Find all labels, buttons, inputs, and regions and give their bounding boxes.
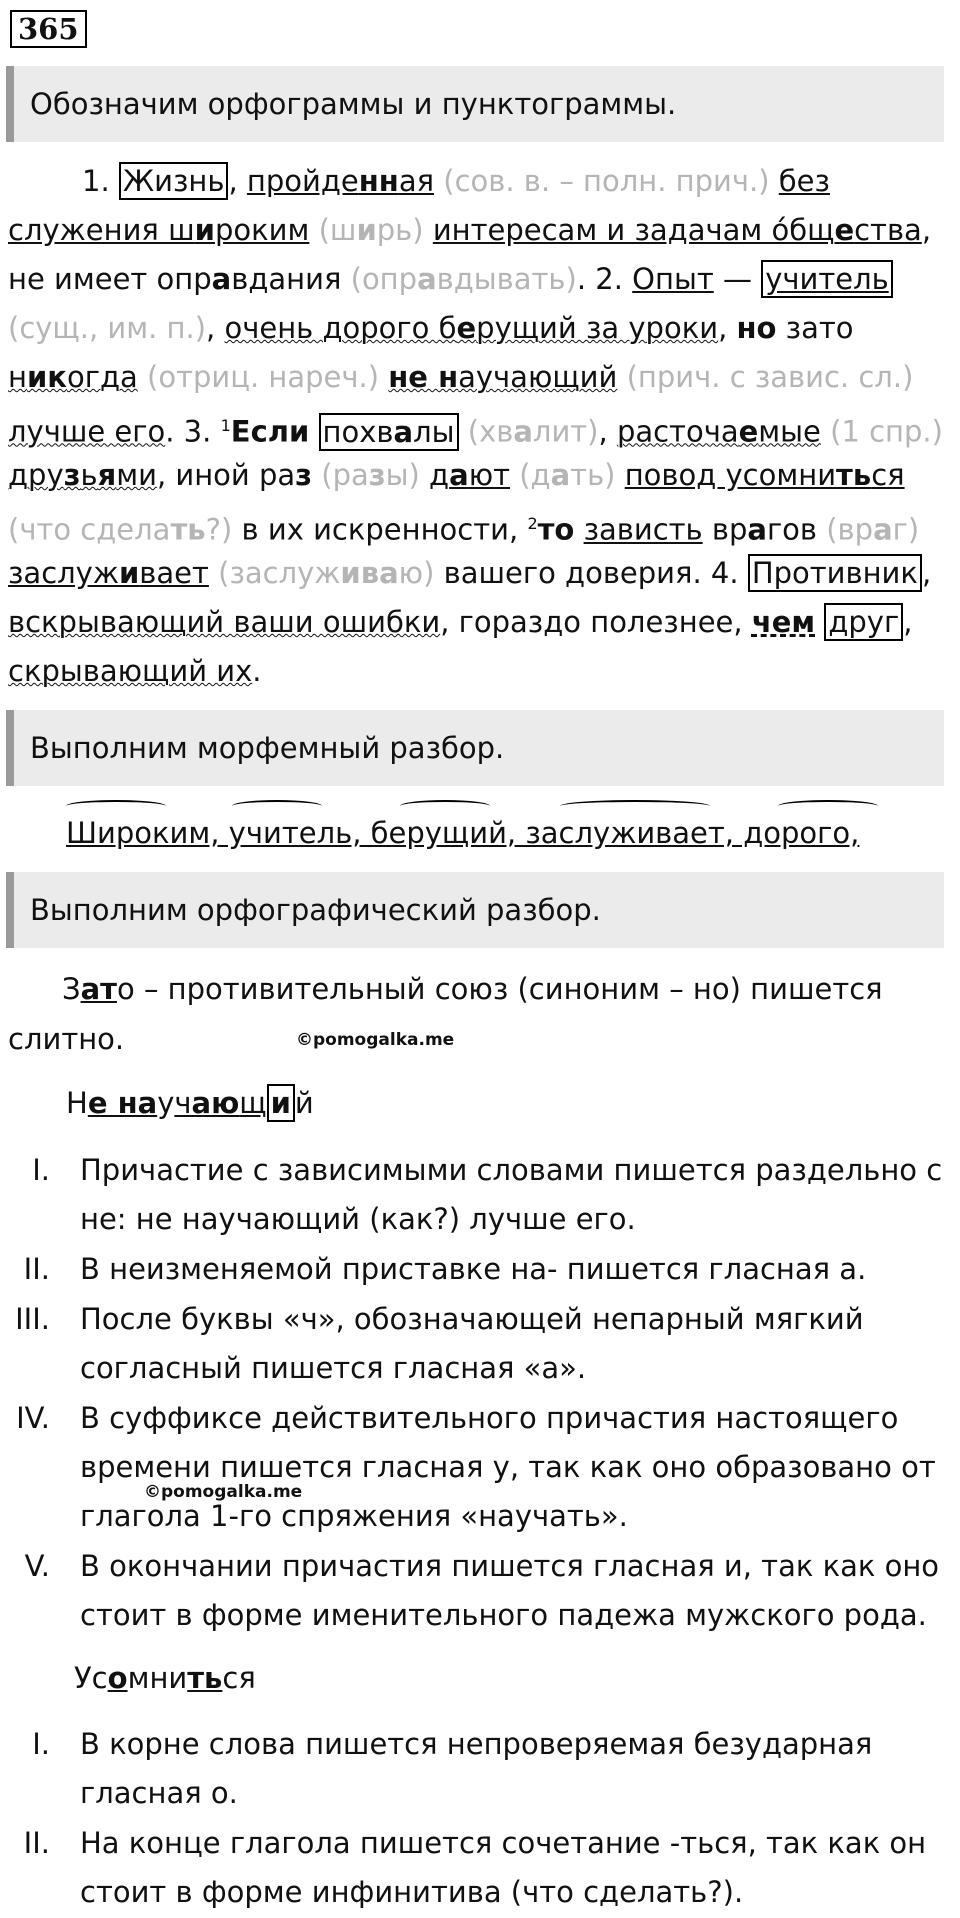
rule-list-2-item-text (80, 1819, 950, 1917)
rule-list-2-item-line: гласная о. (80, 1776, 238, 1810)
rule-list-item-line: времени пишется гласная у, так как оно образовано от (80, 1450, 936, 1484)
rule-list-item-line: После буквы «ч», обозначающей непарный мягкий (80, 1302, 864, 1336)
text-line-1: 1. Жизнь , пройденная (сов. в. – полн. прич.) без (82, 164, 830, 198)
copyright-watermark: ©pomogalka.me (296, 1030, 455, 1050)
word-usomnitsya: Усомниться (74, 1661, 256, 1695)
word-ne-nauchayushchiy: Не научающ и й (66, 1086, 314, 1120)
rule-list-item-text (80, 1295, 950, 1393)
text-line-5: никогда (отриц. нареч.) не научающий (прич. с завис. сл.) (8, 360, 914, 394)
rule-list-2-item-text (80, 1720, 950, 1818)
root-arc (778, 800, 878, 812)
root-arc (232, 800, 322, 812)
rule-list-item-line: В неизменяемой приставке на- пишется гласная а. (80, 1252, 867, 1286)
rule-list-2-item-line: На конце глагола пишется сочетание -ться, так как он (80, 1826, 927, 1860)
rule-list-item-text (80, 1394, 950, 1541)
text-line-9: заслуживает (заслуживаю) вашего доверия. 4. Противник , (8, 556, 932, 590)
copyright-watermark-2: ©pomogalka.me (144, 1482, 303, 1502)
section-header-spelling: Обозначим орфограммы и пунктограммы. (6, 66, 944, 142)
rule-list-item-number: III. (15, 1302, 50, 1336)
rule-list-item-text (80, 1542, 950, 1640)
rule-list-item-number: IV. (16, 1401, 50, 1435)
rule-list-item-text (80, 1245, 950, 1294)
rule-list-item-line: глагола 1-го спряжения «научать». (80, 1499, 628, 1533)
rule-list-item-number: V. (24, 1549, 50, 1583)
text-line-4: (сущ., им. п.), очень дорого берущий за уроки, но зато (8, 311, 854, 345)
text-line-7: друзьями, иной раз (разы) дают (дать) повод усомниться (8, 458, 905, 492)
rule-list-item-line: Причастие с зависимыми словами пишется раздельно с (80, 1153, 943, 1187)
rule-list-2-item-number: II. (23, 1826, 50, 1860)
rule-list-item-number: I. (32, 1153, 50, 1187)
root-arc (400, 800, 490, 812)
text-line-6: лучше его. 3. $^1$Если похвалы (хвалит), расточаемые (1 спр.) (8, 414, 943, 449)
rule-list-item-line: согласный пишется гласная «а». (80, 1351, 587, 1385)
section-header-morphemic: Выполним морфемный разбор. (6, 710, 944, 786)
section-header-orthographic: Выполним орфографический разбор. (6, 872, 944, 948)
rule-list-item-line: стоит в форме именительного падежа мужского рода. (80, 1598, 927, 1632)
rule-list-item-line: не: не научающий (как?) лучше его. (80, 1202, 636, 1236)
zato-line-1: Зато – противительный союз (синоним – но) пишется (62, 972, 883, 1006)
root-arc (560, 800, 710, 812)
rule-list-2-item-line: стоит в форме инфинитива (что сделать?). (80, 1875, 744, 1909)
rule-list-item-line: В суффиксе действительного причастия настоящего (80, 1401, 899, 1435)
rule-list-2-item-line: В корне слова пишется непроверяемая безударная (80, 1727, 873, 1761)
exercise-number: 365 (10, 10, 87, 48)
rule-list-item-text (80, 1146, 950, 1244)
rule-list-item-number: II. (23, 1252, 50, 1286)
morphemic-line: Широким, учитель, берущий, заслуживает, дорого, (66, 816, 860, 850)
rule-list-2-item-number: I. (32, 1727, 50, 1761)
zato-line-2: слитно. (8, 1022, 125, 1056)
text-line-3: не имеет оправдания (оправдывать). 2. Опыт — учитель (8, 258, 893, 300)
text-line-8: (что сделать?) в их искренности, $^2$то зависть врагов (враг) (8, 512, 920, 547)
text-line-11: скрывающий их. (8, 654, 262, 688)
text-line-2: служения широким (ширь) интересам и задачам о́бщества, (8, 213, 932, 247)
root-arc (66, 800, 166, 812)
rule-list-item-line: В окончании причастия пишется гласная и, так как оно (80, 1549, 940, 1583)
text-line-10: вскрывающий ваши ошибки, гораздо полезнее, чем друг , (8, 605, 913, 639)
